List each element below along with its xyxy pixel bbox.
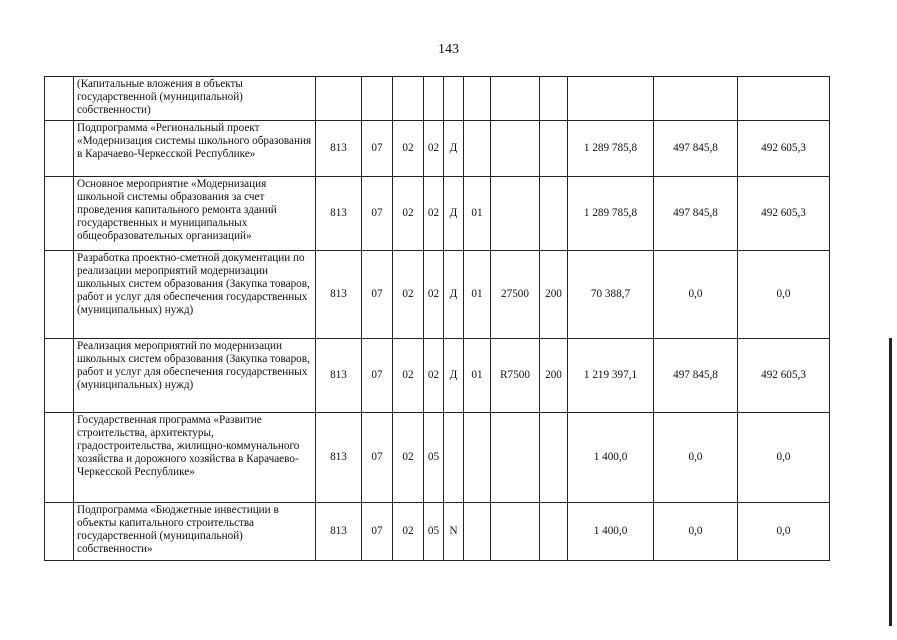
admin-code: 813 — [316, 251, 362, 339]
amount-year-2 — [654, 77, 738, 121]
expense-type-code — [540, 503, 568, 561]
direction-code — [491, 413, 540, 503]
expense-type-code — [540, 121, 568, 177]
subsection-code: 02 — [393, 251, 424, 339]
row-name: (Капитальные вложения в объекты государственной (муниципальной) собственности) — [74, 77, 316, 121]
row-name: Реализация мероприятий по модернизации школьных систем образования (Закупка товаров, работ и услуг для обеспечения государственных (муниципальных) нужд) — [74, 339, 316, 413]
row-number-cell — [45, 413, 74, 503]
amount-year-2: 0,0 — [654, 413, 738, 503]
subprogram-code — [444, 413, 464, 503]
section-code: 07 — [362, 339, 393, 413]
table-row — [45, 251, 830, 339]
subsection-code: 02 — [393, 121, 424, 177]
amount-year-3: 492 605,3 — [738, 339, 830, 413]
admin-code: 813 — [316, 413, 362, 503]
event-code — [464, 413, 491, 503]
amount-year-3: 492 605,3 — [738, 177, 830, 251]
expense-type-code — [540, 77, 568, 121]
table-row — [45, 121, 830, 177]
admin-code: 813 — [316, 177, 362, 251]
amount-year-3 — [738, 77, 830, 121]
section-code: 07 — [362, 413, 393, 503]
direction-code — [491, 77, 540, 121]
amount-year-2: 497 845,8 — [654, 339, 738, 413]
section-code: 07 — [362, 251, 393, 339]
program-code: 05 — [424, 413, 444, 503]
amount-year-1: 70 388,7 — [568, 251, 654, 339]
expense-type-code: 200 — [540, 339, 568, 413]
amount-year-1 — [568, 77, 654, 121]
admin-code: 813 — [316, 503, 362, 561]
table-row — [45, 177, 830, 251]
row-number-cell — [45, 251, 74, 339]
table-row — [45, 339, 830, 413]
event-code — [464, 121, 491, 177]
amount-year-2: 497 845,8 — [654, 121, 738, 177]
amount-year-1: 1 289 785,8 — [568, 177, 654, 251]
row-name: Разработка проектно-сметной документации по реализации мероприятий модернизации школьных систем образования (Закупка товаров, работ и услуг для обеспечения государственных (муниципальных) нужд) — [74, 251, 316, 339]
program-code — [424, 77, 444, 121]
subprogram-code: Д — [444, 339, 464, 413]
amount-year-2: 0,0 — [654, 503, 738, 561]
row-number-cell — [45, 177, 74, 251]
page-number: 143 — [438, 42, 459, 57]
section-code: 07 — [362, 121, 393, 177]
row-number-cell — [45, 77, 74, 121]
event-code — [464, 77, 491, 121]
program-code: 02 — [424, 251, 444, 339]
subsection-code: 02 — [393, 177, 424, 251]
subprogram-code: Д — [444, 121, 464, 177]
row-name: Подпрограмма «Бюджетные инвестиции в объекты капитального строительства государственной (муниципальной) собственности» — [74, 503, 316, 561]
amount-year-3: 0,0 — [738, 251, 830, 339]
admin-code: 813 — [316, 121, 362, 177]
table-row — [45, 413, 830, 503]
subprogram-code: N — [444, 503, 464, 561]
event-code: 01 — [464, 177, 491, 251]
section-code: 07 — [362, 177, 393, 251]
section-code: 07 — [362, 503, 393, 561]
section-code — [362, 77, 393, 121]
table-row — [45, 77, 830, 121]
amount-year-1: 1 219 397,1 — [568, 339, 654, 413]
amount-year-1: 1 400,0 — [568, 503, 654, 561]
table-body — [45, 77, 830, 561]
budget-table — [44, 76, 830, 561]
amount-year-3: 492 605,3 — [738, 121, 830, 177]
subprogram-code: Д — [444, 251, 464, 339]
direction-code: R7500 — [491, 339, 540, 413]
row-name: Основное мероприятие «Модернизация школьной системы образования за счет проведения капитального ремонта зданий государственных и муниципальных общеобразовательных организаций» — [74, 177, 316, 251]
direction-code — [491, 121, 540, 177]
event-code: 01 — [464, 339, 491, 413]
direction-code — [491, 177, 540, 251]
subsection-code: 02 — [393, 503, 424, 561]
amount-year-2: 0,0 — [654, 251, 738, 339]
table-row — [45, 503, 830, 561]
amount-year-2: 497 845,8 — [654, 177, 738, 251]
event-code: 01 — [464, 251, 491, 339]
subsection-code: 02 — [393, 413, 424, 503]
subsection-code: 02 — [393, 339, 424, 413]
expense-type-code — [540, 413, 568, 503]
subprogram-code — [444, 77, 464, 121]
subprogram-code: Д — [444, 177, 464, 251]
subsection-code — [393, 77, 424, 121]
expense-type-code: 200 — [540, 251, 568, 339]
admin-code: 813 — [316, 339, 362, 413]
event-code — [464, 503, 491, 561]
admin-code — [316, 77, 362, 121]
amount-year-3: 0,0 — [738, 503, 830, 561]
program-code: 02 — [424, 121, 444, 177]
scan-edge-bar — [889, 338, 892, 626]
direction-code — [491, 503, 540, 561]
row-name: Подпрограмма «Региональный проект «Модернизация системы школьного образования в Карачаево-Черкесской Республике» — [74, 121, 316, 177]
program-code: 02 — [424, 339, 444, 413]
amount-year-3: 0,0 — [738, 413, 830, 503]
direction-code: 27500 — [491, 251, 540, 339]
amount-year-1: 1 289 785,8 — [568, 121, 654, 177]
program-code: 05 — [424, 503, 444, 561]
amount-year-1: 1 400,0 — [568, 413, 654, 503]
program-code: 02 — [424, 177, 444, 251]
row-number-cell — [45, 339, 74, 413]
row-number-cell — [45, 503, 74, 561]
row-name: Государственная программа «Развитие строительства, архитектуры, градостроительства, жилищно-коммунального хозяйства и дорожного хозяйства в Карачаево-Черкесской Республике» — [74, 413, 316, 503]
row-number-cell — [45, 121, 74, 177]
expense-type-code — [540, 177, 568, 251]
